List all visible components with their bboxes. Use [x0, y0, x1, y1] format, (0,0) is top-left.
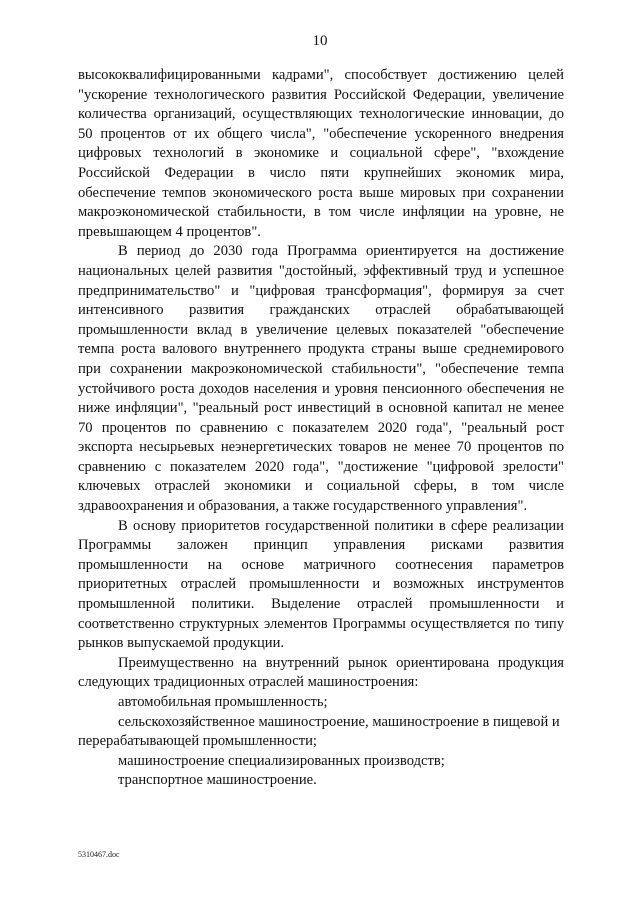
document-body	[78, 66, 564, 791]
paragraph-national-goals: В период до 2030 года Программа ориентируется на достижение национальных целей развития "достойный, эффективный труд и успешное предпринимательство" и "цифровая трансформация", формируя за счет интенсивного развития гражданских отраслей обрабатывающей промышленности вклад в увеличение целевых показателей "обеспечение темпа роста валового внутреннего продукта страны выше среднемирового при сохранении макроэкономической стабильности", "обеспечение темпа устойчивого роста доходов населения и уровня пенсионного обеспечения не ниже инфляции", "реальный рост инвестиций в основной капитал не менее 70 процентов по сравнению с показателем 2020 года", "реальный рост экспорта несырьевых неэнергетических товаров не менее 70 процентов по сравнению с показателем 2020 года", "достижение "цифровой зрелости" ключевых отраслей экономики и социальной сферы, в том числе здравоохранения и образования, а также государственного управления".	[78, 243, 564, 515]
paragraph-domestic-market: Преимущественно на внутренний рынок ориентирована продукция следующих традиционных отраслей машиностроения:	[78, 654, 564, 691]
list-item-automotive: автомобильная промышленность;	[118, 694, 328, 710]
list-item-specialized-machinery: машиностроение специализированных производств;	[118, 752, 445, 769]
paragraph-continuation: высококвалифицированными кадрами", способствует достижению целей "ускорение технологического развития Российской Федерации, увеличение количества организаций, осуществляющих технологические инновации, до 50 процентов от их общего числа", "обеспечение ускоренного внедрения цифровых технологий в экономике и социальной сфере", "вхождение Российской Федерации в число пяти крупнейших экономик мира, обеспечение темпов экономического роста выше мировых при сохранении макроэкономической стабильности, в том числе инфляции на уровне, не превышающем 4 процентов".	[78, 67, 564, 240]
page-number: 10	[312, 33, 328, 49]
paragraph-policy-priorities: В основу приоритетов государственной политики в сфере реализации Программы заложен принцип управления рисками развития промышленности на основе матричного соотнесения параметров приоритетных отраслей промышленности и возможных инструментов промышленной политики. Выделение отраслей промышленности и соответственно структурных элементов Программы осуществляется по типу рынков выпускаемой продукции.	[78, 517, 564, 652]
document-code: 5310467.doc	[78, 850, 120, 859]
list-item-transport-machinery: транспортное машиностроение.	[118, 772, 317, 789]
list-item-agricultural-machinery: сельскохозяйственное машиностроение, машиностроение в пищевой и перерабатывающей промышленности;	[78, 713, 560, 750]
